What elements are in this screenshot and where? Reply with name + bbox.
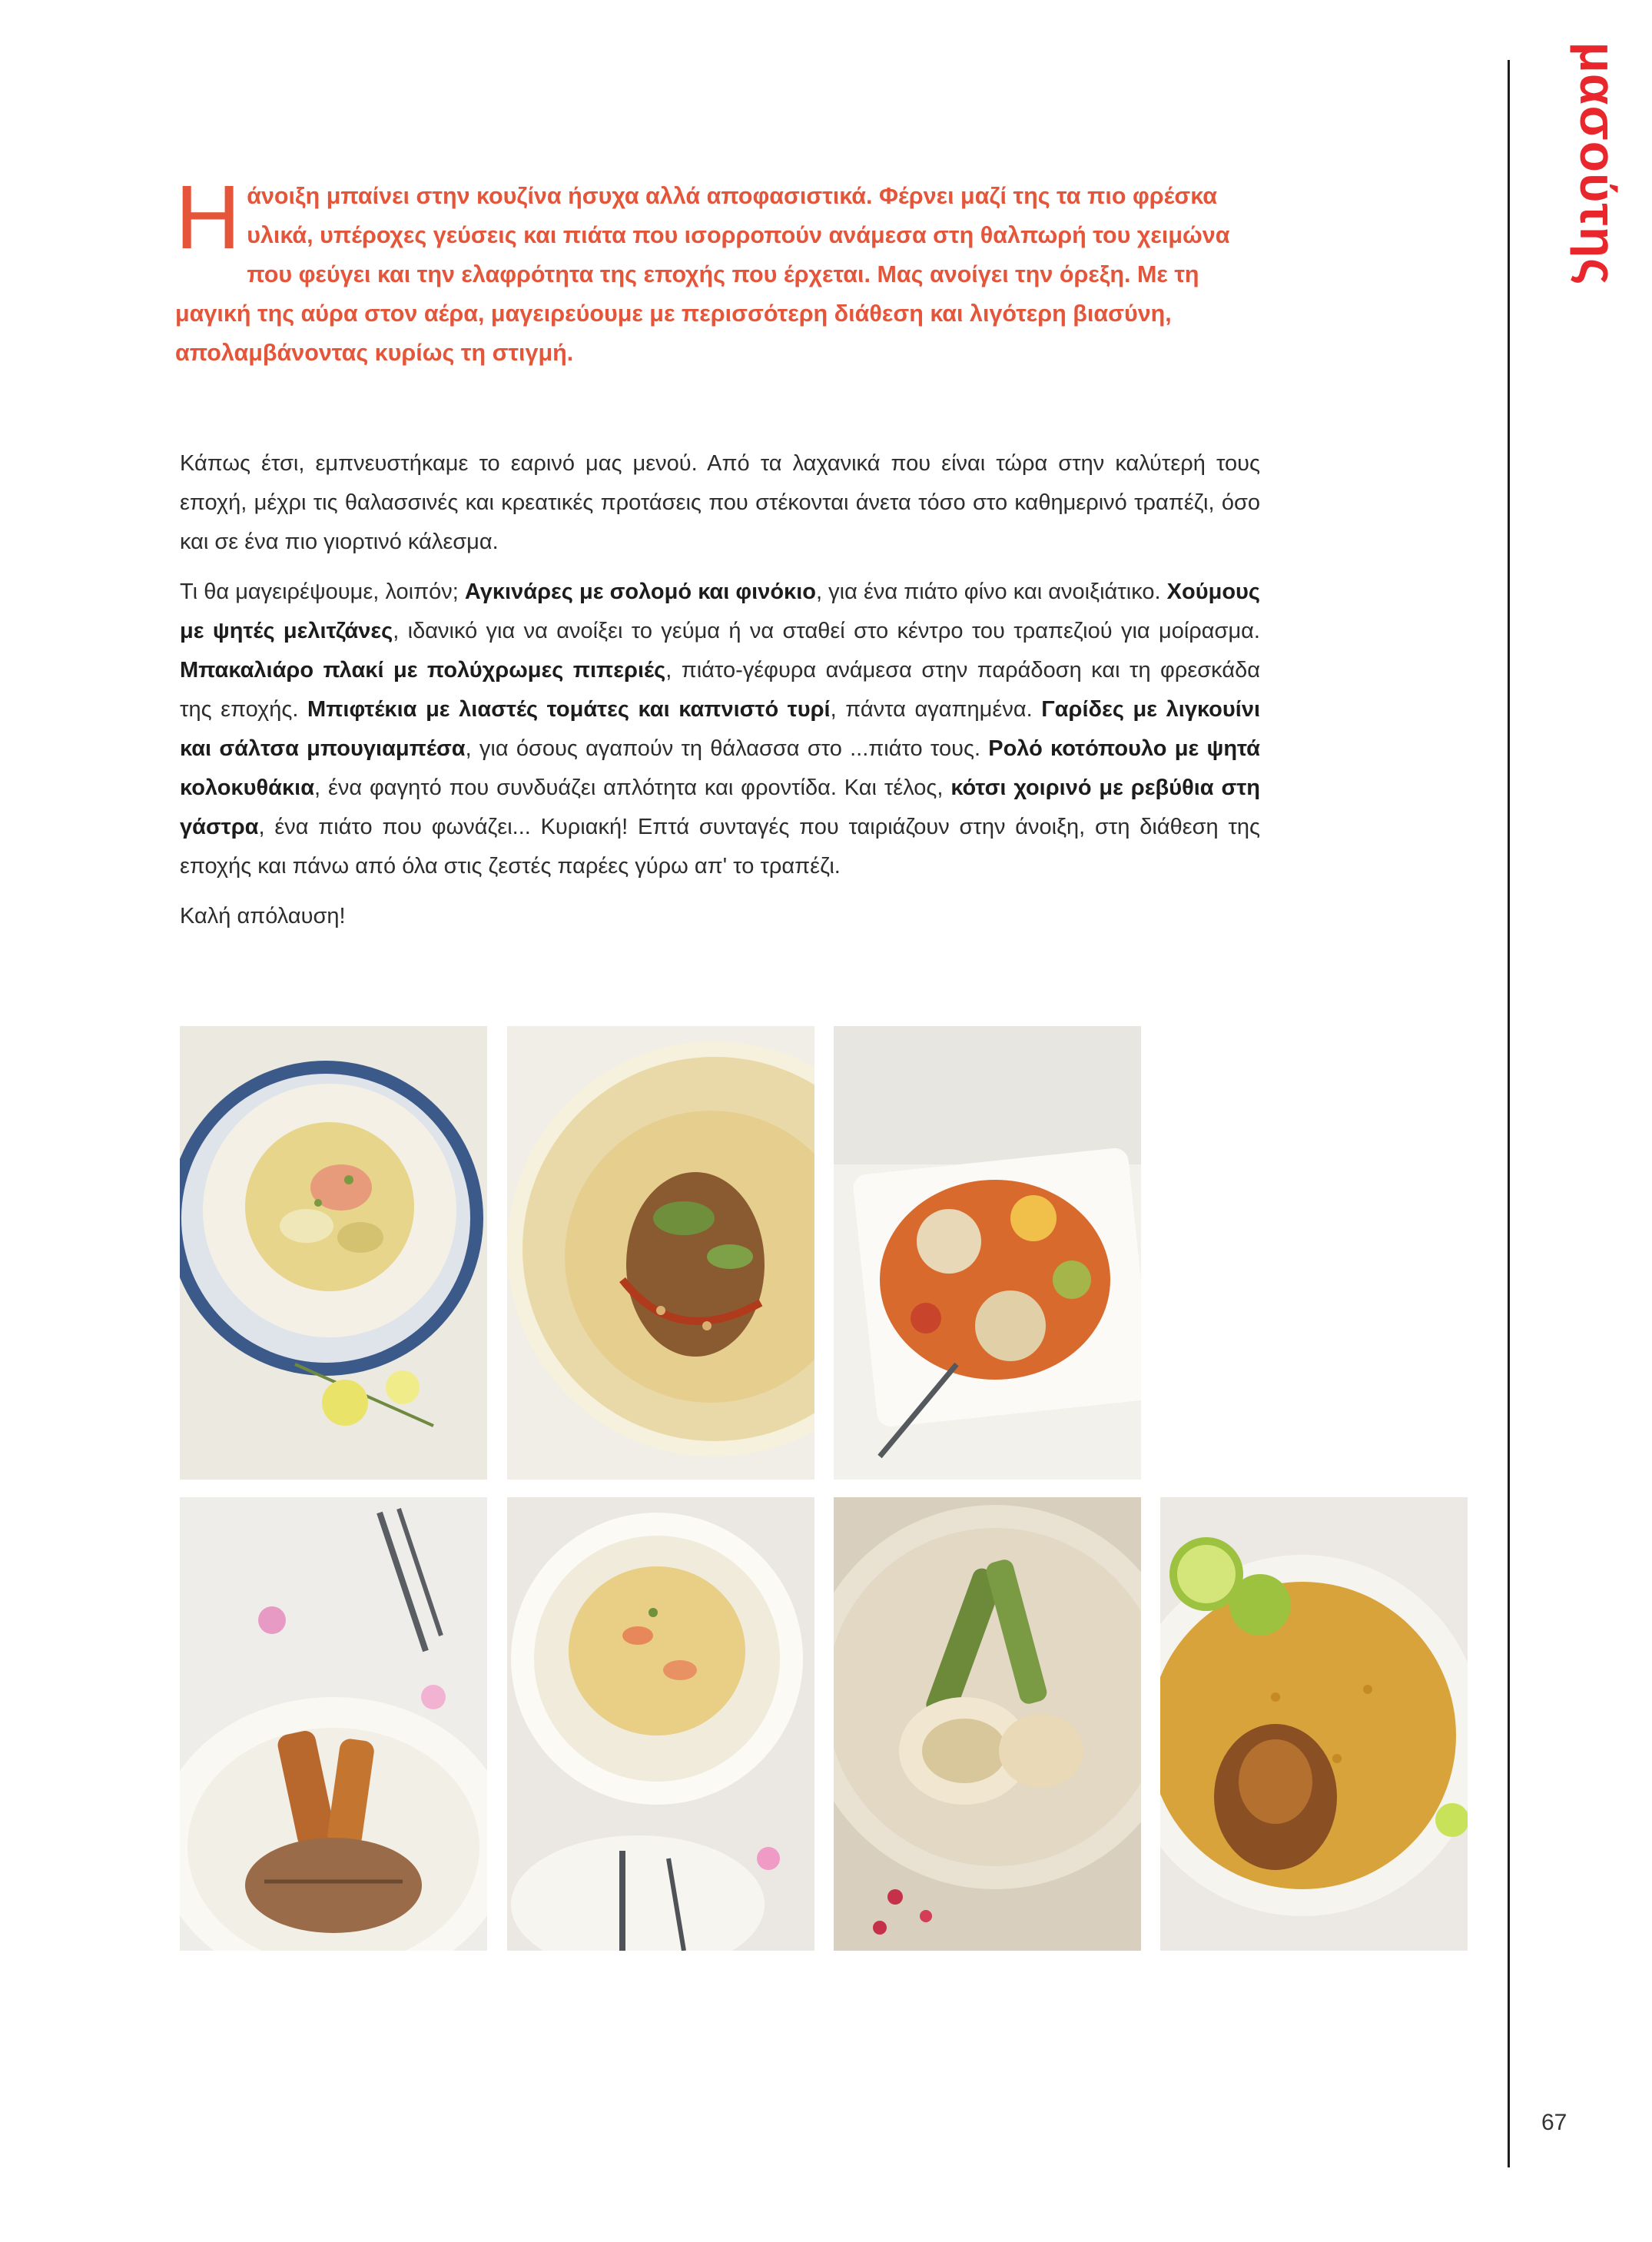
text-run: , πάντα αγαπημένα.	[830, 697, 1042, 722]
photo-pork-chickpeas	[1160, 1497, 1468, 1951]
photo-burger-patty	[180, 1497, 487, 1951]
dish-hummus: Χούμους με ψητές μελιτζάνες	[180, 580, 1260, 643]
dish-artichokes: Αγκινάρες με σολομό και φινόκιο	[464, 580, 816, 604]
dish-shrimp: Γαρίδες με λιγκουίνι και σάλτσα μπουγιαμπέσα	[180, 697, 1261, 761]
text-run: , ένα πιάτο που φωνάζει... Κυριακή! Επτά συνταγές που ταιριάζουν στην άνοιξη, στη διάθεση της εποχής και πάνω από όλα στις ζεστές παρέες γύρω απ' το τραπέζι.	[180, 815, 1260, 879]
brand-logo	[1567, 42, 1629, 286]
photo-chicken-roll	[834, 1497, 1141, 1951]
text-run: , για ένα πιάτο φίνο και ανοιξιάτικο.	[816, 580, 1167, 604]
photo-shrimp-linguine	[507, 1497, 814, 1951]
dish-cod: Μπακαλιάρο πλακί με πολύχρωμες πιπεριές	[180, 658, 666, 683]
dish-pork: κότσι χοιρινό με ρεβύθια στη γάστρα	[180, 776, 1260, 839]
text-run: , πιάτο-γέφυρα ανάμεσα στην παράδοση και τη φρεσκάδα της εποχής.	[180, 658, 1260, 722]
text-run: , για όσους αγαπούν τη θάλασσα στο ...πιάτο τους.	[465, 736, 989, 761]
intro-paragraph	[175, 167, 1266, 373]
paragraph-1: Κάπως έτσι, εμπνευστήκαμε το εαρινό μας μενού. Από τα λαχανικά που είναι τώρα στην καλύτερή τους εποχή, μέχρι τις θαλασσινές και κρεατικές προτάσεις που στέκονται άνετα τόσο στο καθημερινό τραπέζι, όσο και σε ένα πιο γιορτινό κάλεσμα.	[180, 451, 1260, 554]
page-number: 67	[1541, 2110, 1567, 2135]
text-run: , ένα φαγητό που συνδυάζει απλότητα και φροντίδα. Και τέλος,	[314, 776, 951, 800]
dish-chicken-roll: Ρολό κοτόπουλο με ψητά κολοκυθάκια	[180, 736, 1260, 800]
brand-name: μασούτης	[1570, 42, 1627, 286]
dish-burgers: Μπιφτέκια με λιαστές τομάτες και καπνιστό τυρί	[307, 697, 831, 722]
article-body	[180, 444, 1260, 947]
photo-hummus-eggplant	[507, 1026, 814, 1480]
drop-cap: Η	[175, 167, 241, 268]
photo-artichokes-salmon	[180, 1026, 487, 1480]
paragraph-2	[180, 573, 1260, 886]
text-run: , ιδανικό για να ανοίξει το γεύμα ή να σταθεί στο κέντρο του τραπεζιού για μοίρασμα.	[393, 619, 1260, 643]
text-run: Τι θα μαγειρέψουμε, λοιπόν;	[180, 580, 465, 604]
photo-cod-plaki	[834, 1026, 1141, 1480]
vertical-divider	[1508, 60, 1510, 2167]
paragraph-3: Καλή απόλαυση!	[180, 904, 346, 928]
intro-text: άνοιξη μπαίνει στην κουζίνα ήσυχα αλλά αποφασιστικά. Φέρνει μαζί της τα πιο φρέσκα υλικά, υπέροχες γεύσεις και πιάτα που ισορροπούν ανάμεσα στη θαλπωρή του χειμώνα που φεύγει και την ελαφρότητα της εποχής που έρχεται. Μας ανοίγει την όρεξη. Με τη μαγική της αύρα στον αέρα, μαγειρεύουμε με περισσότερη διάθεση και λιγότερη βιασύνη, απολαμβάνοντας κυρίως τη στιγμή.	[175, 183, 1230, 366]
